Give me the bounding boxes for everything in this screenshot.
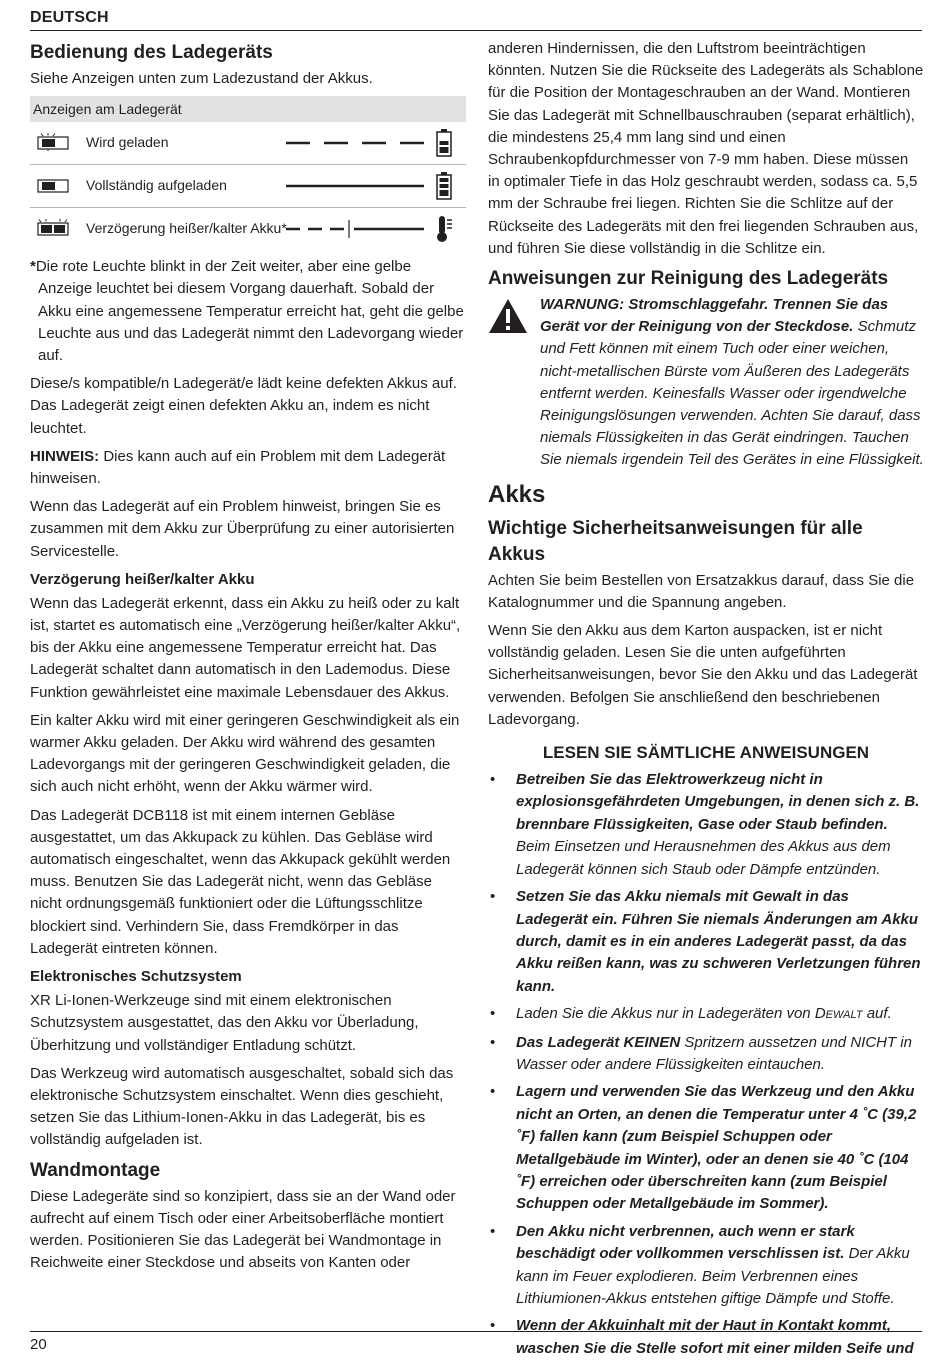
thermometer-icon [435,214,453,244]
table-row-label: Wird geladen [86,134,169,151]
note-paragraph [30,446,466,490]
delay-pattern-icon [286,216,426,242]
table-row [30,165,466,208]
note-text: Dies kann auch auf ein Problem mit dem Ladegerät hinweisen. [30,447,446,488]
note-label: HINWEIS: [30,447,100,465]
warning-body: Schmutz und Fett können mit einem Tuch oder einer weichen, nicht-metallischen Bürste vom Äußeren des Ladegeräts entfernt werden. Keinesfalls Wasser oder irgendwelche Reinigungslösungen verwenden. Achten Sie darauf, dass niemals Flüssigkeiten in das Gerät eindringen. Tauchen Sie niemals irgendein Teil des Gerätes in eine Flüssigkeit. [540,318,924,469]
charger-indicator-table [30,96,466,250]
bullet: • [490,888,496,906]
blink-pattern-icon [286,130,426,156]
list-item [488,1221,924,1311]
section-heading-schutzsystem: Elektronisches Schutzsystem [30,968,242,986]
footnote-marker: * [30,258,36,276]
footer-divider [30,1331,922,1332]
defective-battery-paragraph: Diese/s kompatible/n Ladegerät/e lädt keine defekten Akkus auf. Das Ladegerät zeigt einen defekten Akku an, indem es nicht leuchtet. [30,375,457,437]
bullet: • [490,1005,496,1023]
list-item-bold: Wenn der Akkuinhalt mit der Haut in Kontakt kommt, waschen Sie die Stelle sofort mit einer milden Seife und [516,1317,914,1357]
left-column [30,38,466,1280]
section-heading-reinigung: Anweisungen zur Reinigung des Ladegeräts [488,268,889,290]
list-item [488,1315,924,1360]
battery-charging-icon [435,128,453,158]
safety-list [488,769,924,1360]
paragraph: Wenn das Ladegerät erkennt, dass ein Akku zu heiß oder zu kalt ist, startet es automatisch eine „Verzögerung heißer/kalter Akku“, bis der Akku eine angemessene Temperatur erreicht hat. Das Ladegerät schaltet dann automatisch in den Lademodus. Diese Funktion gewährleistet eine maximale Lebensdauer des Akkus. [30,594,461,701]
list-item-bold: Den Akku nicht verbrennen, auch wenn er stark beschädigt oder vollkommen verschlissen ist. [516,1222,855,1263]
service-paragraph: Wenn das Ladegerät auf ein Problem hinweist, bringen Sie es zusammen mit dem Akku zur Überprüfung zu einer autorisierten Servicestelle. [30,498,455,560]
warning-title: WARNUNG: Stromschlaggefahr. Trennen Sie das Gerät vor der Reinigung von der Steckdose. [540,296,889,336]
section-heading-wandmontage: Wandmontage [30,1159,161,1181]
paragraph: anderen Hindernissen, die den Luftstrom beeinträchtigen könnten. Nutzen Sie die Rückseite des Ladegeräts als Schablone für die Position der Montageschrauben an der Wand. Montieren Sie das Ladegerät mit Schnellbauschrauben (separat erhältlich), die mindestens 25,4 mm lang sind und einen Schraubenkopfdurchmesser von 7-9 mm haben. Diese müssen in optimaler Tiefe in das Holz geschraubt werden, sodass ca. 5,5 mm der Schraube frei liegen. Richten Sie die Schlitze auf der Rückseite des Ladegeräts mit den frei liegenden Schrauben aus, und führen Sie diese vollständig in die Schlitze ein. [488,40,924,257]
paragraph: Diese Ladegeräte sind so konzipiert, dass sie an der Wand oder aufrecht auf einem Tisch oder einer Arbeitsoberfläche montiert werden. Positionieren Sie das Ladegerät bei Wandmontage in Reichweite einer Steckdose und abseits von Kanten oder [30,1187,456,1272]
list-item [488,1032,924,1077]
table-row-label: Verzögerung heißer/kalter Akku* [86,220,287,237]
bullet: • [490,1033,496,1051]
paragraph: Das Ladegerät DCB118 ist mit einem internen Gebläse ausgestattet, um das Akkupack zu kühlen. Das Gebläse wird automatisch eingeschaltet, wenn das Akkupack gekühlt werden muss. Benutzen Sie das Ladegerät nicht, wenn das Gebläse nicht ordnungsgemäß funktioniert oder die Lüftungsschlitze blockiert sind. Verhindern Sie, dass Fremdkörper in das Ladegerät eintreten können. [30,806,451,957]
list-item [488,769,924,881]
list-item-bold: Setzen Sie das Akku niemals mit Gewalt in das Ladegerät ein. Führen Sie niemals Änderungen am Akku durch, damit es in ein anderes Ladegerät passt, da das Akku reißen kann, was zu schweren Verletzungen führen kann. [516,888,921,995]
paragraph: XR Li-Ionen-Werkzeuge sind mit einem elektronischen Schutzsystem ausgestattet, das den Akku vor Überladung, Überhitzung und vollständiger Entladung schützt. [30,992,419,1054]
footnote-text: Die rote Leuchte blinkt in der Zeit weiter, aber eine gelbe Anzeige leuchtet bei diesem Vorgang dauerhaft. Sobald der Akku eine angemessene Temperatur erreicht hat, geht die gelbe Leuchte aus und das Ladegerät nimmt den Ladevorgang wieder auf. [35,258,464,365]
list-item-bold: Lagern und verwenden Sie das Werkzeug und den Akku nicht an Orten, an denen die Temperatur unter 4 ˚C (39,2 ˚F) fallen kann (zum Beispiel Schuppen oder Metallgebäude im Winter), oder an denen sie 40 ˚C (104 ˚F) erreichen oder überschreiten kann (zum Beispiel Schuppen oder Metallgebäude im Sommer). [516,1083,917,1213]
list-item-text: auf. [862,1005,892,1023]
language-label: DEUTSCH [30,9,109,26]
bullet: • [490,771,496,789]
section-heading-bedienung: Bedienung des Ladegeräts [30,42,273,63]
list-item-text: Laden Sie die Akkus nur in Ladegeräten von D [516,1005,826,1023]
list-item [488,886,924,998]
paragraph: Wenn Sie den Akku aus dem Karton auspacken, ist er nicht vollständig geladen. Lesen Sie die unten aufgeführten Sicherheitsanweisungen, bevor Sie den Akku und das Ladegerät verwenden. Befolgen Sie anschließend den beschriebenen Ladevorgang. [488,622,918,728]
bullet: • [490,1222,496,1240]
solid-led-icon [36,176,70,194]
table-header: Anzeigen am Ladegerät [30,96,466,122]
list-item-bold: Das Ladegerät KEINEN [516,1033,681,1051]
section-heading-sicherheit: Wichtige Sicherheitsanweisungen für alle Akkus [488,517,863,565]
list-item-text: Spritzern aussetzen und NICHT in Wasser oder andere Flüssigkeiten eintauchen. [516,1033,912,1073]
paragraph: Ein kalter Akku wird mit einer geringeren Geschwindigkeit als ein warmer Akku geladen. Der Akku wird während des gesamten Ladevorgangs mit der geringeren Geschwindigkeit geladen, die sich auch nicht erhöht, wenn der Akku wärmer wird. [30,711,460,796]
table-row [30,208,466,250]
warning-block [488,294,924,472]
footnote [30,256,466,367]
blinking-led-icon [36,133,70,151]
battery-full-icon [435,171,453,201]
table-row-label: Vollständig aufgeladen [86,177,227,194]
list-item [488,1003,924,1026]
list-item-text: Beim Einsetzen und Herausnehmen des Akkus aus dem Ladegerät können sich Staub oder Dämpfe entzünden. [516,838,891,878]
right-column [488,38,924,1365]
solid-pattern-icon [286,173,426,199]
bullet: • [490,1083,496,1101]
list-item-bold: Betreiben Sie das Elektrowerkzeug nicht in explosionsgefährdeten Umgebungen, in denen sich z. B. brennbare Flüssigkeiten, Gase oder Staub befinden. [516,771,920,833]
warning-triangle-icon [488,298,528,334]
warning-text [540,294,924,472]
page-number: 20 [30,1336,47,1353]
bullet: • [490,1317,496,1335]
header-divider [30,30,922,31]
section-heading-verzoegerung: Verzögerung heißer/kalter Akku [30,570,255,588]
intro-paragraph: Siehe Anzeigen unten zum Ladezustand der Akkus. [30,70,373,87]
section-heading-akks: Akks [488,480,546,508]
paragraph: Das Werkzeug wird automatisch ausgeschaltet, sobald sich das elektronische Schutzsystem einschaltet. Wenn dies geschieht, setzen Sie das Lithium-Ionen-Akku in das Ladegerät, bis es vollständig aufgeladen ist. [30,1064,454,1149]
paragraph: Achten Sie beim Bestellen von Ersatzakkus darauf, dass Sie die Katalognummer und die Spannung angeben. [488,571,915,611]
list-item [488,1081,924,1215]
list-item-text: Der Akku kann im Feuer explodieren. Beim Verbrennen eines Lithiumionen-Akkus entstehen giftige Dämpfe und Stoffe. [516,1245,910,1308]
brand-name: EWALT [825,1009,863,1022]
table-row [30,122,466,165]
double-blinking-led-icon [36,219,70,237]
read-all-instructions-heading: LESEN SIE SÄMTLICHE ANWEISUNGEN [542,743,870,763]
